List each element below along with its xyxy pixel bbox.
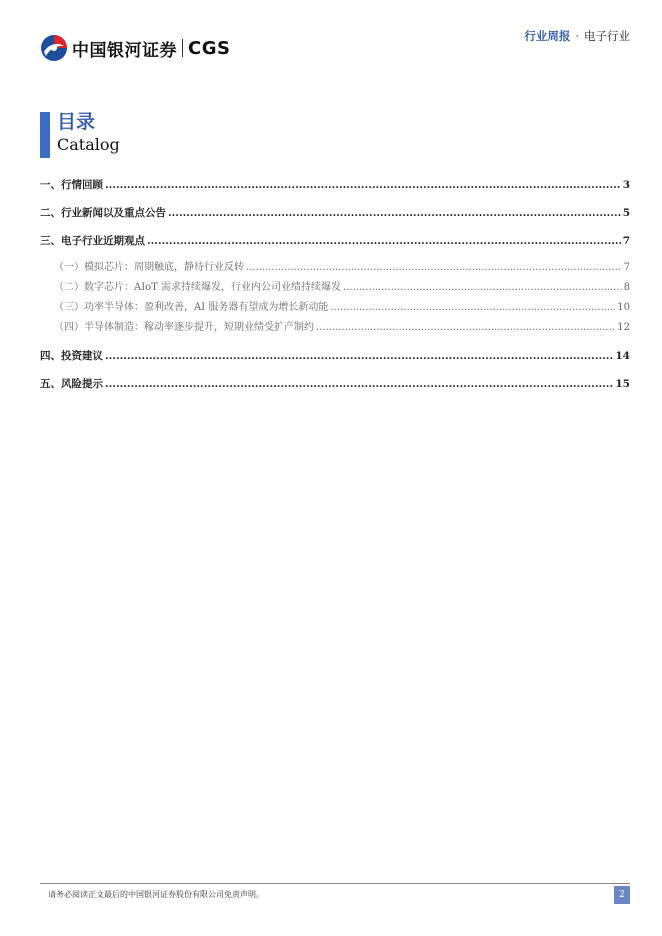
toc-leader-dots — [105, 374, 613, 394]
toc-leader-dots — [343, 278, 622, 298]
logo-english-name: CGS — [188, 37, 231, 59]
toc-subitem[interactable] — [40, 318, 630, 338]
toc-item-page: 15 — [615, 378, 630, 390]
toc-leader-dots — [147, 231, 621, 251]
toc-subitem[interactable] — [40, 298, 630, 318]
header-separator: · — [575, 29, 579, 43]
toc-item-page: 7 — [622, 235, 630, 247]
footer-disclaimer: 请务必阅读正文最后的中国银河证券股份有限公司免责声明。 — [48, 890, 264, 899]
toc-item-title: 行情回顾 — [61, 179, 103, 191]
toc-item[interactable] — [40, 231, 630, 251]
toc-leader-dots — [246, 258, 622, 278]
report-category — [524, 28, 630, 44]
logo-divider — [182, 39, 183, 57]
report-type: 行业周报 — [524, 29, 571, 43]
toc-item-number: 四、 — [40, 350, 61, 362]
toc-item-title: 半导体制造：稼动率逐步提升，短期业绩受扩产制约 — [84, 322, 314, 333]
toc-item-page: 10 — [617, 302, 630, 313]
toc-item-number: 一、 — [40, 179, 61, 191]
toc-item-page: 8 — [623, 282, 630, 293]
toc-item-page: 5 — [622, 207, 630, 219]
company-logo — [40, 34, 230, 62]
page-subtitle: Catalog — [57, 135, 120, 154]
toc-subitem[interactable] — [40, 258, 630, 278]
page-number: 2 — [614, 886, 630, 904]
toc-leader-dots — [330, 298, 615, 318]
toc-item-number: （一） — [54, 262, 84, 273]
toc-item-page: 3 — [622, 179, 630, 191]
toc-item-number: （四） — [54, 322, 84, 333]
toc-leader-dots — [105, 346, 613, 366]
toc-item-title: 模拟芯片：周期触底，静待行业反转 — [84, 262, 244, 273]
toc-item-title: 投资建议 — [61, 350, 103, 362]
toc-item-number: 二、 — [40, 207, 61, 219]
title-accent-bar — [40, 112, 50, 158]
toc-leader-dots — [105, 175, 621, 195]
toc-leader-dots — [168, 203, 621, 223]
toc-item-title: 数字芯片：AIoT 需求持续爆发，行业内公司业绩持续爆发 — [84, 282, 342, 293]
toc-item-page: 12 — [617, 322, 630, 333]
toc-item-page: 7 — [623, 262, 630, 273]
toc-leader-dots — [316, 318, 615, 338]
toc-subitem[interactable] — [40, 278, 630, 298]
toc-item-title: 功率半导体：盈利改善，AI 服务器有望成为增长新动能 — [84, 302, 329, 313]
toc-item-number: （二） — [54, 282, 84, 293]
toc-item-number: （三） — [54, 302, 84, 313]
logo-chinese-name: 中国银河证券 — [72, 40, 177, 61]
toc-item-number: 三、 — [40, 235, 61, 247]
toc-item[interactable] — [40, 346, 630, 366]
toc-item[interactable] — [40, 175, 630, 195]
toc-item-title: 电子行业近期观点 — [61, 235, 145, 247]
toc-item-title: 风险提示 — [61, 378, 103, 390]
toc-item[interactable] — [40, 374, 630, 394]
page-title: 目录 — [57, 111, 96, 133]
table-of-contents — [40, 175, 630, 394]
toc-item-page: 14 — [615, 350, 630, 362]
footer-divider — [40, 883, 630, 884]
toc-item[interactable] — [40, 203, 630, 223]
logo-mark-icon — [40, 34, 68, 62]
toc-item-title: 行业新闻以及重点公告 — [61, 207, 166, 219]
toc-item-number: 五、 — [40, 378, 61, 390]
industry-label: 电子行业 — [584, 29, 630, 43]
